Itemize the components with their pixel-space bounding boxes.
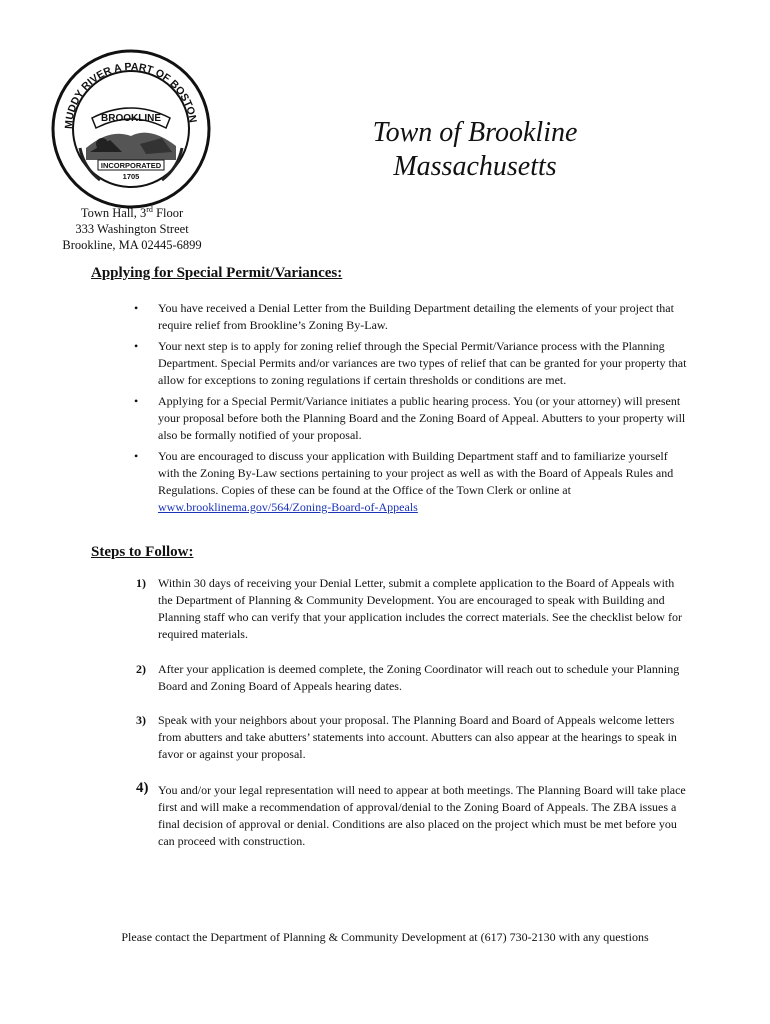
bullet-text: You are encouraged to discuss your application with Building Department staff and to familiarize yourself with the Zoning By-Law sections pertaining to your project as well as with the Board of Appeals Rules and Regulations. Copies of these can be found at the Office of the Town Clerk or online at — [158, 449, 674, 497]
town-title — [300, 116, 650, 184]
section-heading-steps: Steps to Follow: — [91, 544, 194, 560]
step-item — [128, 575, 688, 643]
title-line2: Massachusetts — [393, 151, 557, 182]
step-text: You and/or your legal representation will need to appear at both meetings. The Planning Board will take place first and will make a recommendation of approval/denial to the Zoning Board of Appeals. The ZBA issues a final decision of approval or denial. Conditions are also placed on the project which must be met before you can proceed with construction. — [158, 783, 686, 848]
step-number: 1) — [136, 576, 146, 590]
bullet-text: Your next step is to apply for zoning relief through the Special Permit/Variance process with the Planning Department. Special Permits and/or variances are two types of relief that can be granted for your property that allow for exceptions to zoning regulations if certain thresholds or conditions are met. — [158, 339, 687, 387]
seal-banner-text: BROOKLINE — [101, 113, 161, 124]
step-text: Speak with your neighbors about your proposal. The Planning Board and Board of Appeals welcome letters from abutters and take abutters’ statements into account. Abutters can also appear at the hearings to speak in favor or against your proposal. — [158, 713, 677, 761]
step-text: Within 30 days of receiving your Denial Letter, submit a complete application to the Board of Appeals with the Department of Planning & Community Development. You are encouraged to speak with Building and Planning staff who can verify that your application includes the correct materials. See the checklist below for required materials. — [158, 576, 682, 641]
title-line1: Town of Brookline — [372, 117, 578, 148]
address-line1-floor: Floor — [152, 206, 184, 221]
contact-footer: Please contact the Department of Planning & Community Development at (617) 730-2130 with any questions — [121, 930, 649, 944]
step-item — [128, 782, 688, 850]
step-number: 2) — [136, 662, 146, 676]
step-item-3 — [128, 712, 688, 763]
bullet-text: You have received a Denial Letter from the Building Department detailing the elements of your project that require relief from Brookline’s Zoning By-Law. — [158, 301, 674, 332]
address-line3: Brookline, MA 02445-6899 — [62, 238, 202, 253]
step-text: After your application is deemed complete, the Zoning Coordinator will reach out to schedule your Planning Board and Zoning Board of Appeals hearing dates. — [158, 662, 680, 693]
bullet-item — [128, 393, 688, 444]
applying-bullet-list — [128, 300, 688, 516]
seal-incorporated-text: INCORPORATED — [100, 161, 162, 170]
step-item-4 — [128, 782, 688, 850]
seal-year: 1705 — [122, 172, 140, 181]
address-line1-text: Town Hall, 3 — [80, 206, 147, 221]
bullet-dot-icon: • — [134, 449, 139, 463]
address-line1-sup: rd — [146, 205, 153, 214]
bullet-dot-icon: • — [134, 301, 139, 315]
address-line1 — [52, 202, 212, 221]
step-item — [128, 712, 688, 763]
bullet-dot-icon: • — [134, 339, 139, 353]
address-block — [52, 202, 212, 253]
step-item — [128, 661, 688, 695]
bullet-item — [128, 338, 688, 389]
zoning-board-link[interactable]: www.brooklinema.gov/564/Zoning-Board-of-Appeals — [158, 500, 418, 514]
section-heading-applying: Applying for Special Permit/Variances: — [91, 265, 343, 281]
step-item-1 — [128, 575, 688, 643]
town-seal — [50, 48, 212, 210]
step-item-2 — [128, 661, 688, 695]
seal-outer-text: MUDDY RIVER A PART OF BOSTON — [62, 60, 199, 130]
step-number: 3) — [136, 713, 146, 727]
bullet-item — [128, 300, 688, 334]
bullet-text: Applying for a Special Permit/Variance initiates a public hearing process. You (or your attorney) will present your proposal before both the Planning Board and the Zoning Board of Appeal. Abutters to your property will also be formally notified of your proposal. — [158, 394, 686, 442]
step-number: 4) — [136, 780, 149, 796]
bullet-item — [128, 448, 688, 516]
bullet-dot-icon: • — [134, 394, 139, 408]
address-line2: 333 Washington Street — [75, 222, 189, 237]
